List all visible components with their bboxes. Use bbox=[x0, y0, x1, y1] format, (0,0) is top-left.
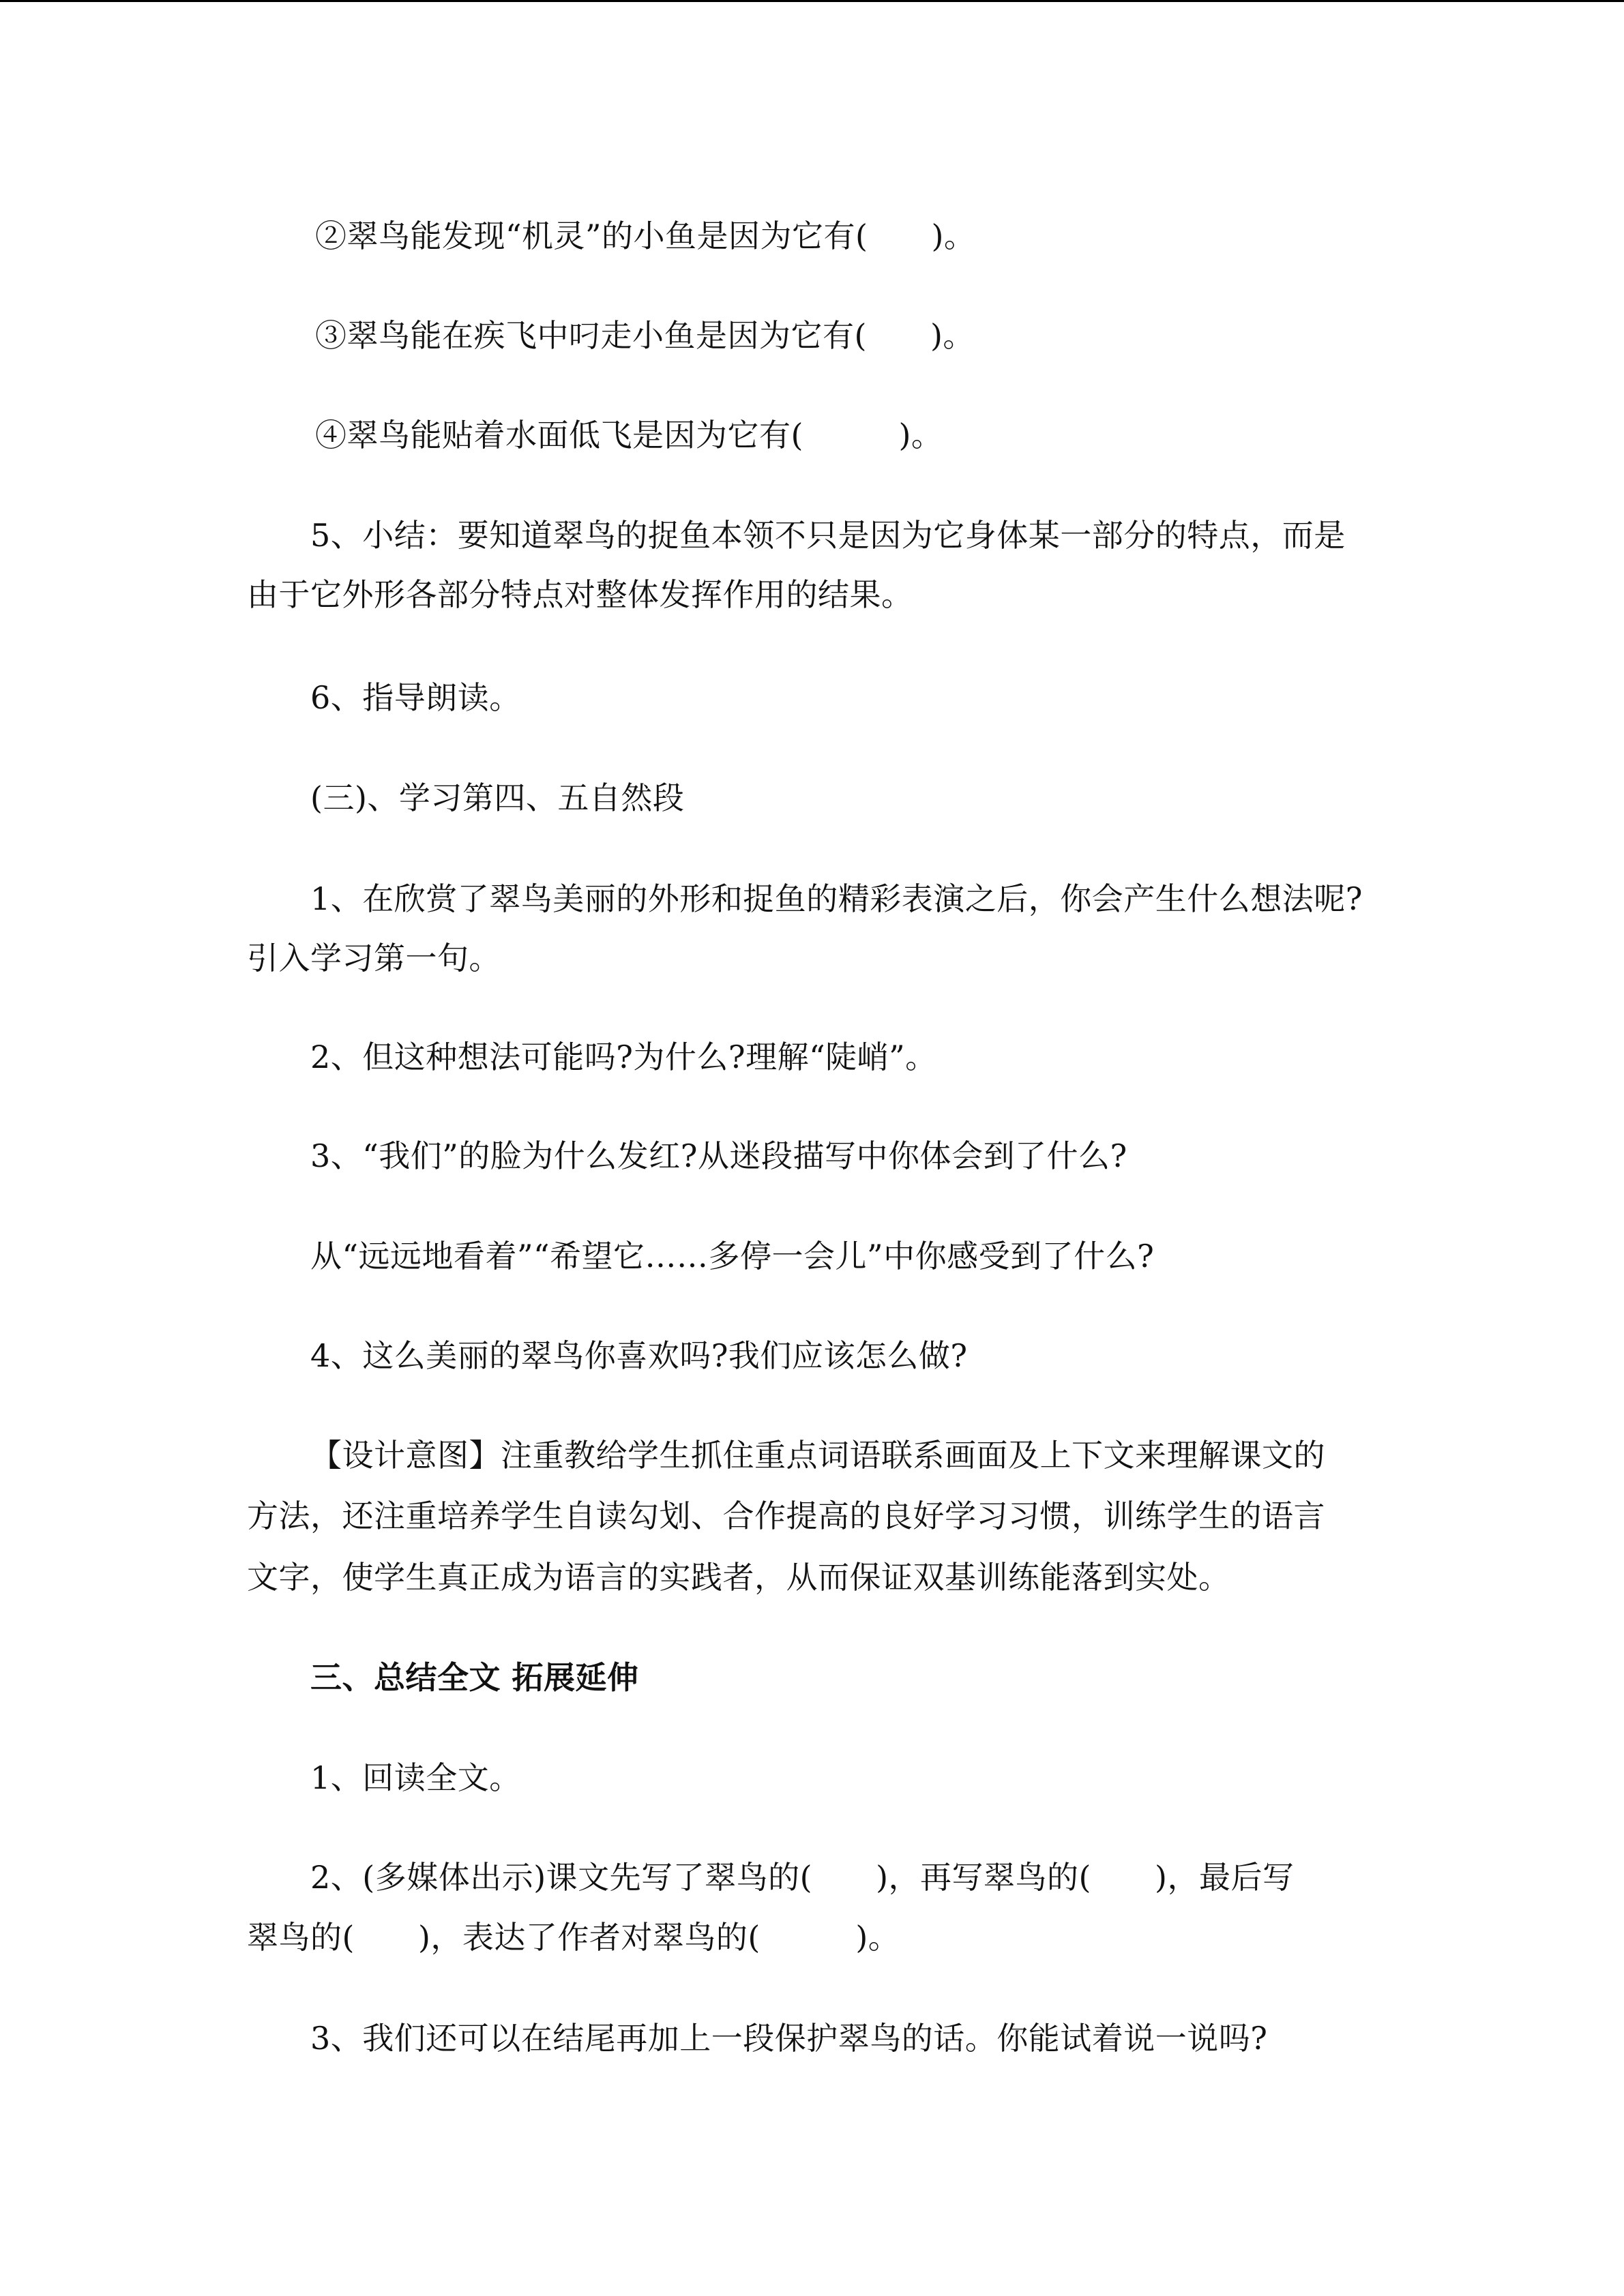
design-intent-paragraph-line-3: 文字，使学生真正成为语言的实践者，从而保证双基训练能落到实处。 bbox=[247, 1559, 1230, 1596]
section-heading-part-3: (三)、学习第四、五自然段 bbox=[310, 779, 685, 816]
summary-step-2-continued: 翠鸟的( )，表达了作者对翠鸟的( )。 bbox=[247, 1919, 900, 1956]
design-intent-paragraph-line-2: 方法，还注重培养学生自读勾划、合作提高的良好学习习惯，训练学生的语言 bbox=[247, 1497, 1325, 1534]
step-3-follow-up: 从“远远地看着”“希望它……多停一会儿”中你感受到了什么? bbox=[310, 1238, 1155, 1274]
question-item-4: ④翠鸟能贴着水面低飞是因为它有( )。 bbox=[315, 417, 943, 453]
page-top-border bbox=[0, 0, 1624, 2]
step-2-question: 2、但这种想法可能吗?为什么?理解“陡峭”。 bbox=[310, 1039, 937, 1075]
question-item-3: ③翠鸟能在疾飞中叼走小鱼是因为它有( )。 bbox=[315, 317, 975, 354]
summary-step-3: 3、我们还可以在结尾再加上一段保护翠鸟的话。你能试着说一说吗? bbox=[310, 2020, 1268, 2057]
step-5-summary: 5、小结：要知道翠鸟的捉鱼本领不只是因为它身体某一部分的特点，而是 bbox=[310, 517, 1346, 554]
summary-step-1: 1、回读全文。 bbox=[310, 1759, 521, 1796]
summary-step-2: 2、(多媒体出示)课文先写了翠鸟的( )，再写翠鸟的( )，最后写 bbox=[310, 1859, 1295, 1896]
question-item-2: ②翠鸟能发现“机灵”的小鱼是因为它有( )。 bbox=[315, 218, 976, 254]
section-heading-summary: 三、总结全文 拓展延伸 bbox=[310, 1659, 639, 1696]
step-1-question: 1、在欣赏了翠鸟美丽的外形和捉鱼的精彩表演之后，你会产生什么想法呢? bbox=[310, 880, 1363, 917]
step-1-question-continued: 引入学习第一句。 bbox=[247, 940, 501, 976]
step-6-reading: 6、指导朗读。 bbox=[310, 679, 521, 716]
step-3-question: 3、“我们”的脸为什么发红?从迷段描写中你体会到了什么? bbox=[310, 1137, 1127, 1174]
step-5-summary-continued: 由于它外形各部分特点对整体发挥作用的结果。 bbox=[247, 576, 913, 613]
step-4-question: 4、这么美丽的翠鸟你喜欢吗?我们应该怎么做? bbox=[310, 1337, 968, 1374]
design-intent-paragraph: 【设计意图】注重教给学生抓住重点词语联系画面及上下文来理解课文的 bbox=[310, 1437, 1325, 1474]
